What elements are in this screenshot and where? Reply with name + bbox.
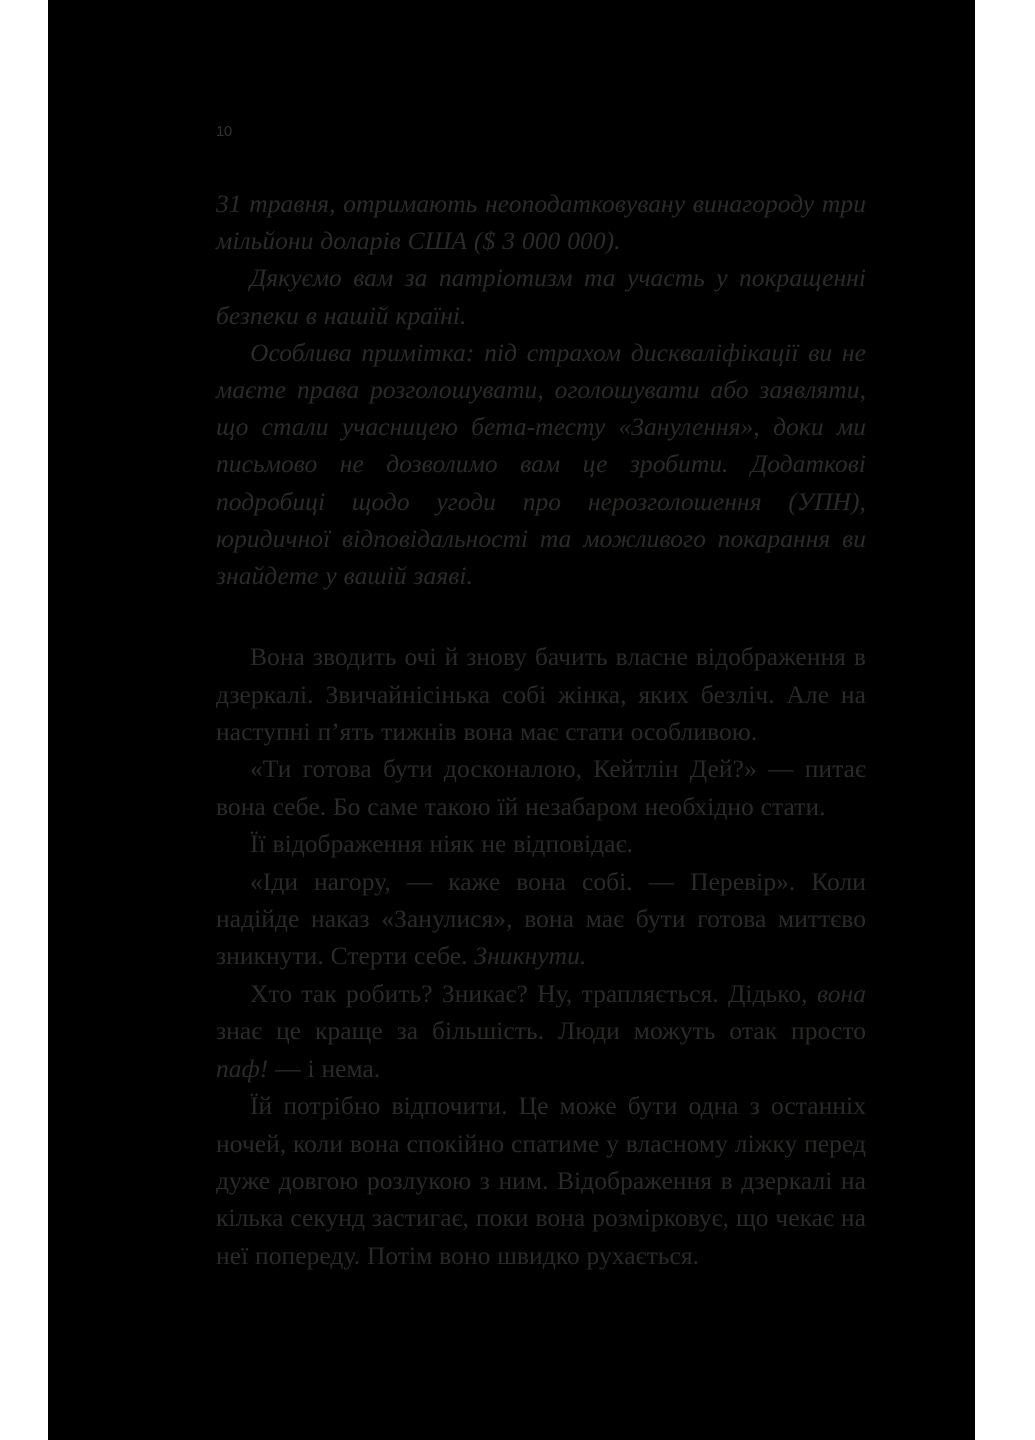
emphasis-text: Зникнути.	[474, 941, 587, 971]
body-text: «Іди нагору, — каже вона собі. — Перевір». Коли надійде наказ «Занулися», вона має бути готова миттєво зникнути. Стерти себе.	[216, 866, 866, 971]
emphasis-text: 31 травня, отримають неоподатковувану винагороду три мільйони доларів США ($ 3 000 000).	[216, 189, 866, 256]
notice-paragraph	[216, 334, 866, 594]
narrative-paragraph	[216, 638, 866, 750]
body-text: Вона зводить очі й знову бачить власне відображення в дзеркалі. Звичайнісінька собі жінка, яких безліч. Але на наступні п’ять тижнів вона має стати особливою.	[216, 642, 866, 747]
notice-paragraph	[216, 185, 866, 259]
narrative-paragraph	[216, 825, 866, 862]
body-text: — і нема.	[268, 1053, 381, 1083]
narrative-paragraph	[216, 750, 866, 825]
page-body	[216, 185, 866, 1274]
emphasis-text: вона	[816, 978, 866, 1008]
body-text: Їй потрібно відпочити. Це може бути одна з останніх ночей, коли вона спокійно спатиме у власному ліжку перед дуже довгою розлукою з ним. Відображення в дзеркалі на кілька секунд застигає, поки вона розмірковує, що чекає на неї попереду. Потім воно швидко рухається.	[216, 1091, 866, 1270]
notice-paragraph	[216, 259, 866, 333]
notice-block	[216, 185, 866, 594]
emphasis-text: Особлива примітка: під страхом дискваліфікації ви не маєте права розголошувати, оголошувати або заявляти, що стали учасницею бета-тесту «Занулення», доки ми письмово не дозволимо вам це зробити. Додаткові подробиці щодо угоди про нерозголошення (УПН), юридичної відповідальності та можливого покарання ви знайдете у вашій заяві.	[216, 337, 866, 591]
body-text: знає це краще за більшість. Люди можуть отак просто	[216, 1016, 866, 1046]
emphasis-text: Дякуємо вам за патріотизм та участь у покращенні безпеки в нашій країні.	[216, 263, 866, 330]
narrative-paragraph	[216, 1087, 866, 1274]
body-text: Хто так робить? Зникає? Ну, трапляється. Дідько,	[250, 978, 817, 1008]
narrative-block	[216, 638, 866, 1274]
narrative-paragraph	[216, 863, 866, 975]
body-text: «Ти готова бути досконалою, Кейтлін Дей?» — питає вона себе. Бо саме такою їй незабаром необхідно стати.	[216, 754, 866, 821]
emphasis-text: паф!	[216, 1053, 269, 1083]
printed-page-area	[48, 0, 975, 1440]
narrative-paragraph	[216, 975, 866, 1087]
text-column	[216, 124, 866, 1274]
body-text: Її відображення ніяк не відповідає.	[250, 829, 633, 859]
page-number: 10	[216, 123, 232, 140]
